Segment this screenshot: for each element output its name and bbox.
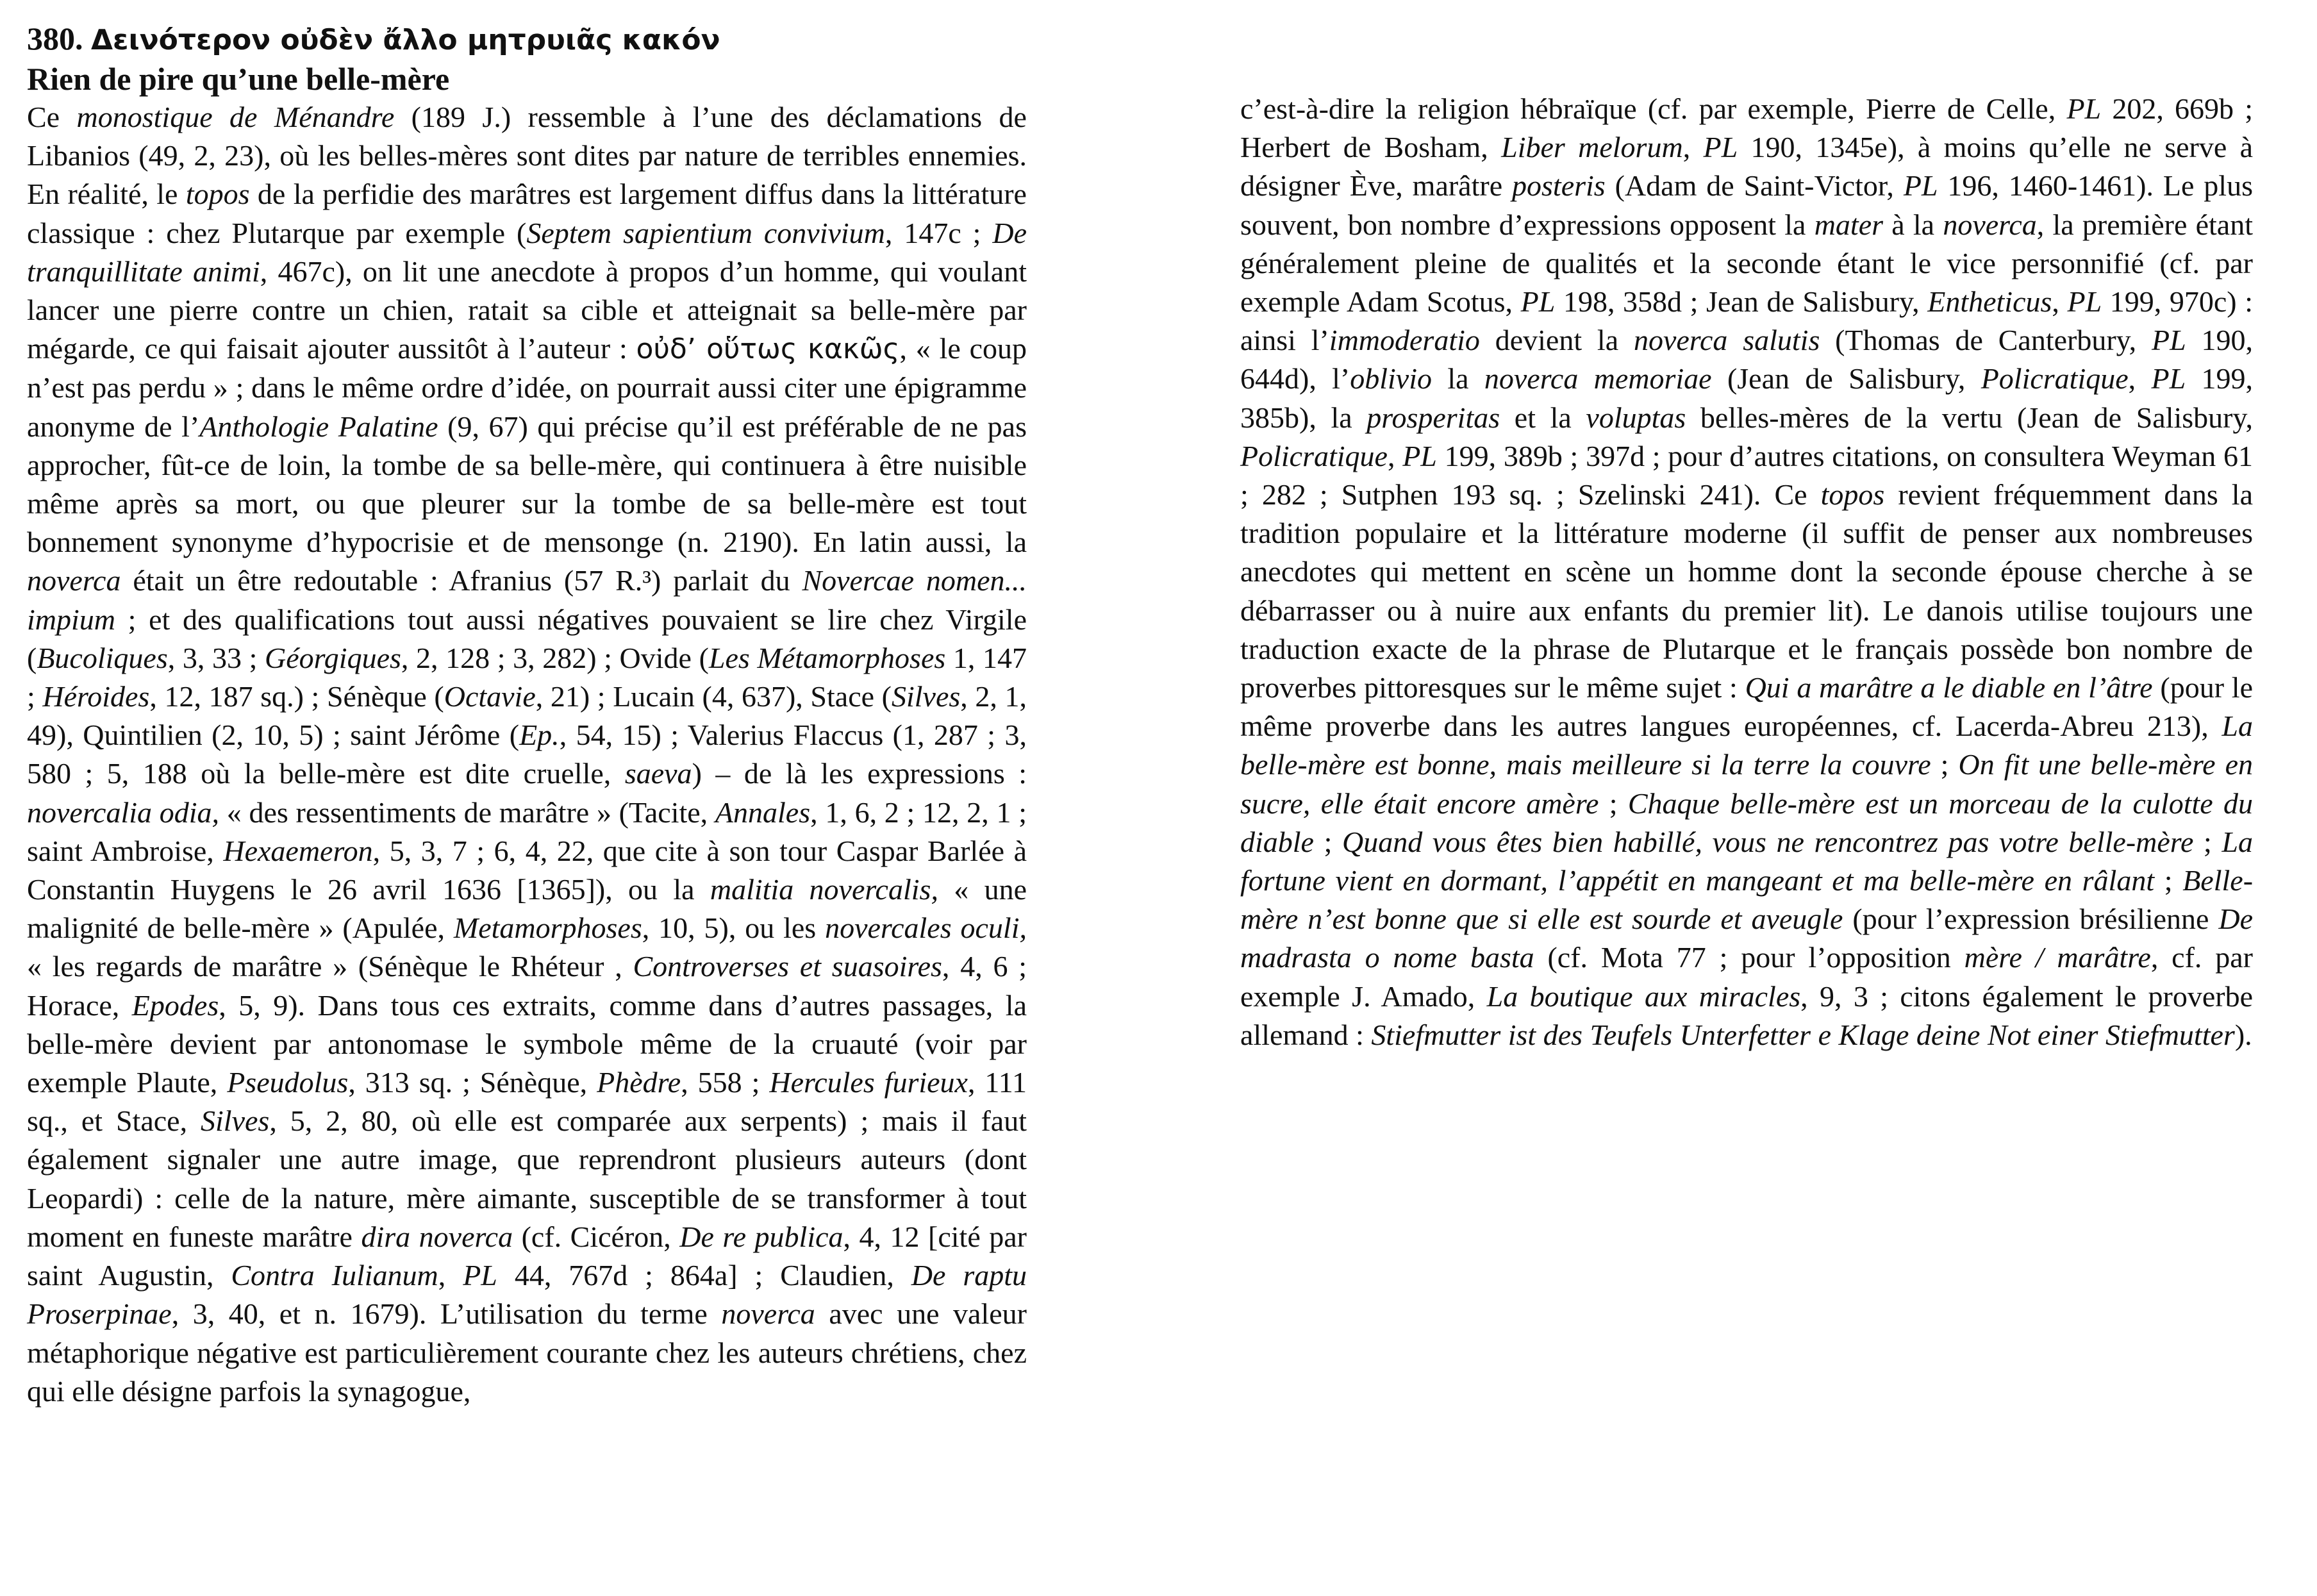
italic-phrase: voluptas <box>1586 401 1686 434</box>
text-run: , la première étant généralement pleine de qualités et la seconde étant le vice personnifié (cf. par exemple Adam Scotus, <box>1240 208 2253 319</box>
text-run: , 2, 1, 49), Quintilien (2, 10, 5) ; saint Jérôme ( <box>27 680 1027 752</box>
text-run: , <box>438 1259 463 1292</box>
text-run: devient la <box>1479 324 1634 357</box>
text-run: à la <box>1883 208 1943 241</box>
italic-phrase: Metamorphoses <box>453 911 642 945</box>
italic-phrase: Silves <box>891 680 961 713</box>
italic-phrase: PL <box>1402 439 1437 472</box>
italic-phrase: Chaque belle-mère est un morceau de la culotte du diable <box>1240 786 2253 858</box>
text-run: , 2, 128 ; 3, 282) ; Ovide ( <box>401 641 709 674</box>
italic-phrase: Novercae nomen... impium <box>27 564 1027 636</box>
italic-phrase: Bucoliques <box>37 641 168 674</box>
text-run: 190, 1345e), à moins qu’elle ne serve à désigner Ève, marâtre <box>1240 131 2253 203</box>
italic-phrase: Septem sapientium convivium <box>526 216 885 249</box>
italic-phrase: De re publica <box>679 1220 843 1253</box>
greek-title: Δεινότερον οὐδὲν ἄλλο μητρυιᾶς κακόν <box>91 24 720 56</box>
right-column <box>1240 90 2253 1054</box>
italic-phrase: topos <box>185 178 250 211</box>
text-run: la <box>1432 362 1484 395</box>
text-run: , 147c ; <box>884 216 993 249</box>
text-run: « les regards de marâtre » (Sénèque le Rhéteur , <box>27 950 633 983</box>
text-run: ; <box>1931 748 1959 781</box>
text-run: avec une valeur métaphorique négative est particulièrement courante chez les auteurs chrétiens, chez qui elle désigne parfois la synagogue, <box>27 1297 1027 1408</box>
italic-phrase: noverca <box>27 564 121 597</box>
italic-phrase: Epodes <box>131 988 219 1022</box>
italic-phrase: prosperitas <box>1366 401 1500 434</box>
text-run: , 3, 33 ; <box>167 641 265 674</box>
text-run: , 9, 3 ; citons également le proverbe allemand : <box>1240 979 2253 1051</box>
italic-phrase: Entheticus <box>1927 285 2052 319</box>
italic-phrase: noverca <box>721 1297 815 1331</box>
italic-phrase: Ep. <box>519 719 560 752</box>
text-run: et la <box>1500 401 1586 434</box>
text-run: (Adam de Saint-Victor, <box>1605 169 1904 203</box>
italic-phrase: dira noverca <box>361 1220 513 1253</box>
text-run: c’est-à-dire la religion hébraïque (cf. par exemple, Pierre de Celle, <box>1240 92 2067 125</box>
italic-phrase: Hercules furieux <box>769 1066 968 1099</box>
italic-phrase: noverca <box>1943 208 2037 241</box>
text-run: revient fréquemment dans la tradition populaire et la littérature moderne (il suffit de penser aux nombreuses anecdotes qui mettent en scène un homme dont la seconde épouse cherche à se débarrasser ou à nuire aux enfants du premier lit). Le danois utilise toujours une traduction exacte de la phrase de Plutarque et le français possède bon nombre de proverbes pittoresques sur le même sujet : <box>1240 478 2253 704</box>
text-run: (cf. Cicéron, <box>513 1220 680 1253</box>
text-run: (9, 67) qui précise qu’il est préférable de ne pas approcher, fût-ce de loin, la tombe de sa belle-mère, qui continuera à être nuisible même après sa mort, ou que pleurer sur la tombe de sa belle-mère est tout bonnement synonyme d’hypocrisie et de mensonge (n. 2190). En latin aussi, la <box>27 410 1027 559</box>
italic-phrase: Pseudolus <box>227 1066 349 1099</box>
text-run: ) – de là les expressions : <box>692 757 1027 790</box>
text-run: ; et des qualifications tout aussi négatives pouvaient se lire chez Virgile ( <box>27 603 1027 674</box>
text-run: (Jean de Salisbury, <box>1711 362 1981 395</box>
italic-phrase: Policratique <box>1981 362 2129 395</box>
text-run: (cf. Mota 77 ; pour l’opposition <box>1534 941 1964 974</box>
text-run: , 4, 12 [cité par saint Augustin, <box>27 1220 1027 1292</box>
right-column-text <box>1240 90 2253 1054</box>
text-run: , 4, 6 ; Horace, <box>27 950 1027 1022</box>
italic-phrase: De tranquillitate animi <box>27 216 1027 288</box>
italic-phrase: Liber melorum <box>1501 131 1683 164</box>
italic-phrase: malitia novercalis, <box>710 873 938 906</box>
text-run: , 5, 9). Dans tous ces extraits, comme dans d’autres passages, la belle-mère devient par antonomase le symbole même de la cruauté (voir par exemple Plaute, <box>27 988 1027 1099</box>
entry-number: 380. <box>27 21 83 56</box>
text-run: , <box>2052 285 2068 319</box>
text-run: , 3, 40, et n. 1679). L’utilisation du terme <box>171 1297 722 1331</box>
text-run: , cf. par exemple J. Amado, <box>1240 941 2253 1013</box>
italic-phrase: Belle-mère n’est bonne que si elle est sourde et aveugle <box>1240 864 2254 936</box>
text-run: 1, 147 ; <box>27 641 1027 713</box>
left-column-text <box>27 98 1027 1411</box>
text-run: (pour le même proverbe dans les autres langues européennes, cf. Lacerda-Abreu 213), <box>1240 671 2253 743</box>
italic-phrase: Anthologie Palatine <box>199 410 438 443</box>
italic-phrase: De madrasta o nome basta <box>1240 902 2253 974</box>
text-run: ; <box>1599 786 1628 820</box>
french-title: Rien de pire qu’une belle-mère <box>27 61 450 97</box>
text-run: 198, 358d ; Jean de Salisbury, <box>1555 285 1928 319</box>
italic-phrase: Héroides <box>42 680 150 713</box>
italic-phrase: noverca memoriae <box>1484 362 1712 395</box>
italic-phrase: Phèdre <box>597 1066 681 1099</box>
text-run: 196, 1460-1461). Le plus souvent, bon nombre d’expressions opposent la <box>1240 169 2253 241</box>
italic-phrase: Qui a marâtre a le diable en l’âtre <box>1745 671 2153 704</box>
text-run: 199, 385b), la <box>1240 362 2253 434</box>
italic-phrase: topos <box>1820 478 1885 511</box>
text-run: « des ressentiments de marâtre » (Tacite, <box>219 795 715 829</box>
text-run: , 21) ; Lucain (4, 637), Stace ( <box>535 680 892 713</box>
italic-phrase: Contra Iulianum <box>231 1259 438 1292</box>
italic-phrase: PL <box>2152 324 2186 357</box>
italic-phrase: PL <box>1520 285 1556 319</box>
italic-phrase: novercales oculi, <box>825 911 1027 945</box>
italic-phrase: saeva <box>624 757 692 790</box>
text-run: 190, 644d), l’ <box>1240 324 2254 395</box>
italic-phrase: Octavie <box>444 680 536 713</box>
text-run: (189 J.) ressemble à l’une des déclamations de Libanios (49, 2, 23), où les belles-mères sont dites par nature de terribles ennemies. En réalité, le <box>27 101 1027 211</box>
italic-phrase: oblivio <box>1350 362 1433 395</box>
italic-phrase: Géorgiques <box>264 641 401 674</box>
italic-phrase: PL <box>2067 285 2102 319</box>
text-run: ; <box>2154 864 2183 897</box>
italic-phrase: Hexaemeron <box>223 834 373 867</box>
italic-phrase: PL <box>2066 92 2102 125</box>
italic-phrase: La belle-mère est bonne, mais meilleure si la terre la couvre <box>1240 710 2253 781</box>
text-run: , 10, 5), ou les <box>642 911 826 945</box>
text-run: , 12, 187 sq.) ; Sénèque ( <box>149 680 444 713</box>
text-run: ). <box>2234 1018 2252 1051</box>
text-run: belles-mères de la vertu (Jean de Salisbury, <box>1686 401 2254 434</box>
italic-phrase: immoderatio <box>1329 324 1480 357</box>
italic-phrase: On fit une belle-mère en sucre, elle était encore amère <box>1240 748 2254 820</box>
italic-phrase: La fortune vient en dormant, l’appétit en mangeant et ma belle-mère en râlant <box>1240 825 2253 897</box>
text-run: 199, 389b ; 397d ; pour d’autres citations, on consultera Weyman 61 ; 282 ; Sutphen 193 sq. ; Szelinski 241). Ce <box>1240 439 2254 511</box>
italic-phrase: posteris <box>1512 169 1606 203</box>
italic-phrase: mater <box>1814 208 1884 241</box>
text-run: 199, 970c) : ainsi l’ <box>1240 285 2253 357</box>
italic-phrase: Stiefmutter ist des Teufels Unterfetter e Klage deine Not einer Stiefmutter <box>1371 1018 2235 1051</box>
italic-phrase: De raptu Proserpinae <box>27 1259 1027 1331</box>
italic-phrase: Les Métamorphoses <box>708 641 946 674</box>
italic-phrase: noverca salutis <box>1633 324 1820 357</box>
text-run: de la perfidie des marâtres est largement diffus dans la littérature classique : chez Plutarque par exemple ( <box>27 178 1027 249</box>
text-run: , 5, 3, 7 ; 6, 4, 22, que cite à son tour Caspar Barlée à Constantin Huygens le 26 avril 1636 [1365]), ou la <box>27 834 1027 906</box>
italic-phrase: Policratique <box>1240 439 1388 472</box>
text-run: , <box>1682 131 1704 164</box>
text-run: était un être redoutable : Afranius (57 R.³) parlait du <box>120 564 802 597</box>
italic-phrase: PL <box>2151 362 2186 395</box>
italic-phrase: Annales <box>715 795 811 829</box>
text-run: , <box>2128 362 2152 395</box>
text-run: (Thomas de Canterbury, <box>1820 324 2152 357</box>
italic-phrase: La boutique aux miracles <box>1486 979 1801 1013</box>
text-run: (pour l’expression brésilienne <box>1843 902 2219 936</box>
italic-phrase: monostique de Ménandre <box>76 101 395 133</box>
text-run: Ce <box>27 101 77 133</box>
text-run: 44, 767d ; 864a] ; Claudien, <box>497 1259 911 1292</box>
text-run: , 1, 6, 2 ; 12, 2, 1 ; saint Ambroise, <box>27 795 1027 867</box>
text-run: , 558 ; <box>681 1066 770 1099</box>
text-run: 202, 669b ; Herbert de Bosham, <box>1240 92 2253 164</box>
text-run: « une malignité de belle-mère » (Apulée, <box>27 873 1027 945</box>
text-run: ; <box>2193 825 2222 858</box>
text-run: , 111 sq., et Stace, <box>27 1066 1027 1138</box>
italic-phrase: PL <box>1703 131 1738 164</box>
text-run: , 54, 15) ; Valerius Flaccus (1, 287 ; 3, 580 ; 5, 188 où la belle-mère est dite cruelle, <box>27 719 1027 790</box>
text-run: , 313 sq. ; Sénèque, <box>348 1066 597 1099</box>
italic-phrase: Silves <box>201 1104 270 1138</box>
entry-heading <box>27 19 1027 60</box>
text-run: ; <box>1313 825 1342 858</box>
italic-phrase: Controverses et suasoires <box>633 950 942 983</box>
left-column <box>27 19 1027 1411</box>
text-run: , <box>1387 439 1403 472</box>
text-run: , 467c), on lit une anecdote à propos d’un homme, qui voulant lancer une pierre contre un chien, ratait sa cible et atteignait sa belle-mère par mégarde, ce qui faisait ajouter aussitôt à l’auteur : <box>27 254 1027 365</box>
italic-phrase: mère / marâtre <box>1964 941 2151 974</box>
italic-phrase: PL <box>1903 169 1938 203</box>
italic-phrase: novercalia odia, <box>27 795 220 829</box>
text-run: οὐδ’ οὕτως κακῶς <box>636 333 900 366</box>
italic-phrase: PL <box>463 1259 497 1292</box>
text-run: , 5, 2, 80, où elle est comparée aux serpents) ; mais il faut également signaler une autre image, que reprendront plusieurs auteurs (dont Leopardi) : celle de la nature, mère aimante, susceptible de se transformer à tout moment en funeste marâtre <box>27 1104 1027 1253</box>
text-run: , « le coup n’est pas perdu » ; dans le même ordre d’idée, on pourrait aussi citer une épigramme anonyme de l’ <box>27 332 1027 443</box>
italic-phrase: Quand vous êtes bien habillé, vous ne rencontrez pas votre belle-mère <box>1342 825 2194 858</box>
